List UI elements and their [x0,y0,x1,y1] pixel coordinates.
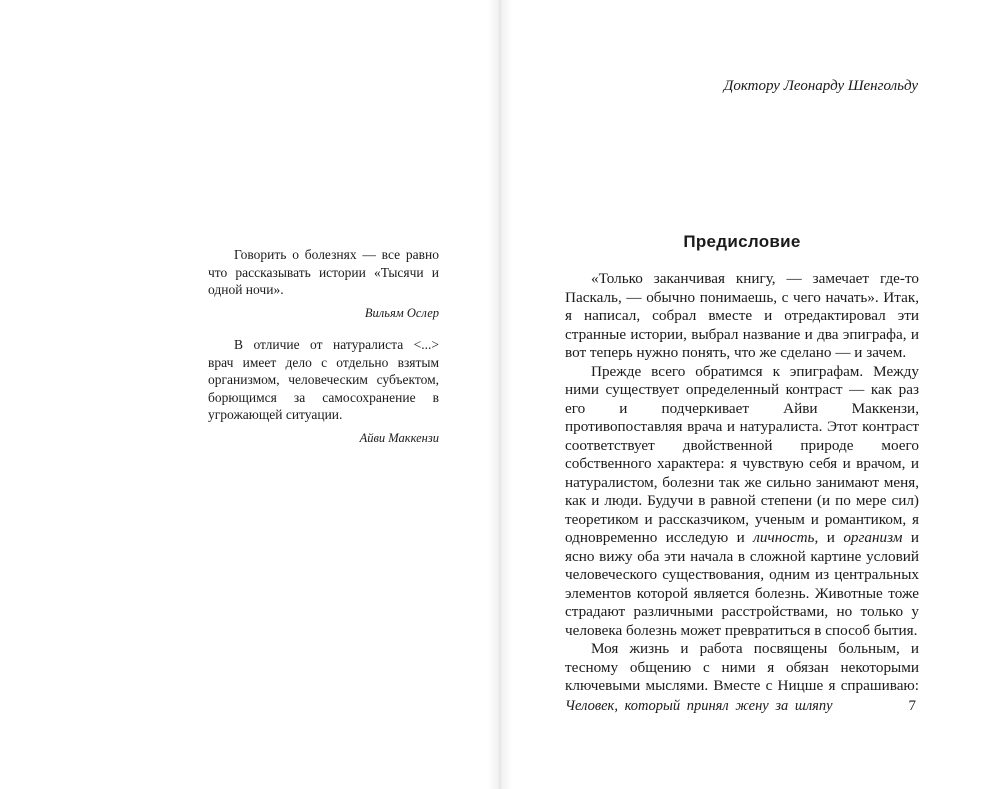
paragraph-text: Прежде всего обратимся к эпиграфам. Между ними существует определенный контраст — как раз его и подчеркивает Айви Маккензи, противопоставляя врача и натуралиста. Этот контраст соответствует двойственной природе моего собственного характера: я чувствую себя и врачом, и натуралистом, болезни так же сильно занимают меня, как и люди. Будучи в равной степени (и по мере сил) теоретиком и рассказчиком, ученым и романтиком, я одновременно исследую и [565,362,919,546]
epigraph [208,246,439,322]
paragraph: «Только заканчивая книгу, — замечает где-то Паскаль, — обычно понимаешь, с чего начать». Итак, я написал, собрал вместе и отредактировал эти странные истории, выбрал название и два эпиграфа, и вот теперь нужно понять, что же сделано — и зачем. [565,270,919,361]
paragraph-text: и ясно вижу оба эти начала в сложной картине условий человеческого существования, одним из центральных элементов которой является болезнь. Животные тоже страдают различными расстройствами, но только у человека болезнь может превратиться в способ бытия. [565,529,919,639]
epigraph-author: Айви Маккензи [359,430,439,445]
dedication: Доктору Леонарду Шенгольду [723,78,918,94]
paragraph: Моя жизнь и работа посвящены больным, и тесному общению с ними я обязан некоторыми ключевыми мыслями. Вместе с Ницше я спрашиваю: [565,640,919,694]
epigraph-text: В отличие от натуралиста <...> врач имеет дело с отдельно взятым организмом, человеческим субъектом, борющимся за самосохранение в угрожающей ситуации. [208,337,439,422]
epigraph-author: Вильям Ослер [364,305,439,320]
book-gutter [488,0,512,789]
paragraph [565,363,919,641]
emphasis-text: личность [753,529,815,546]
body-text [565,270,919,695]
paragraph-text: , и [814,529,844,546]
epigraphs-block [208,246,439,447]
epigraph-text: Говорить о болезнях — все равно что рассказывать истории «Тысячи и одной ночи». [208,247,439,297]
epigraph [208,336,439,447]
running-footer-title: Человек, который принял жену за шляпу [565,698,833,714]
chapter-title: Предисловие [683,232,801,251]
emphasis-text: организм [843,529,903,546]
page-number: 7 [908,698,916,714]
